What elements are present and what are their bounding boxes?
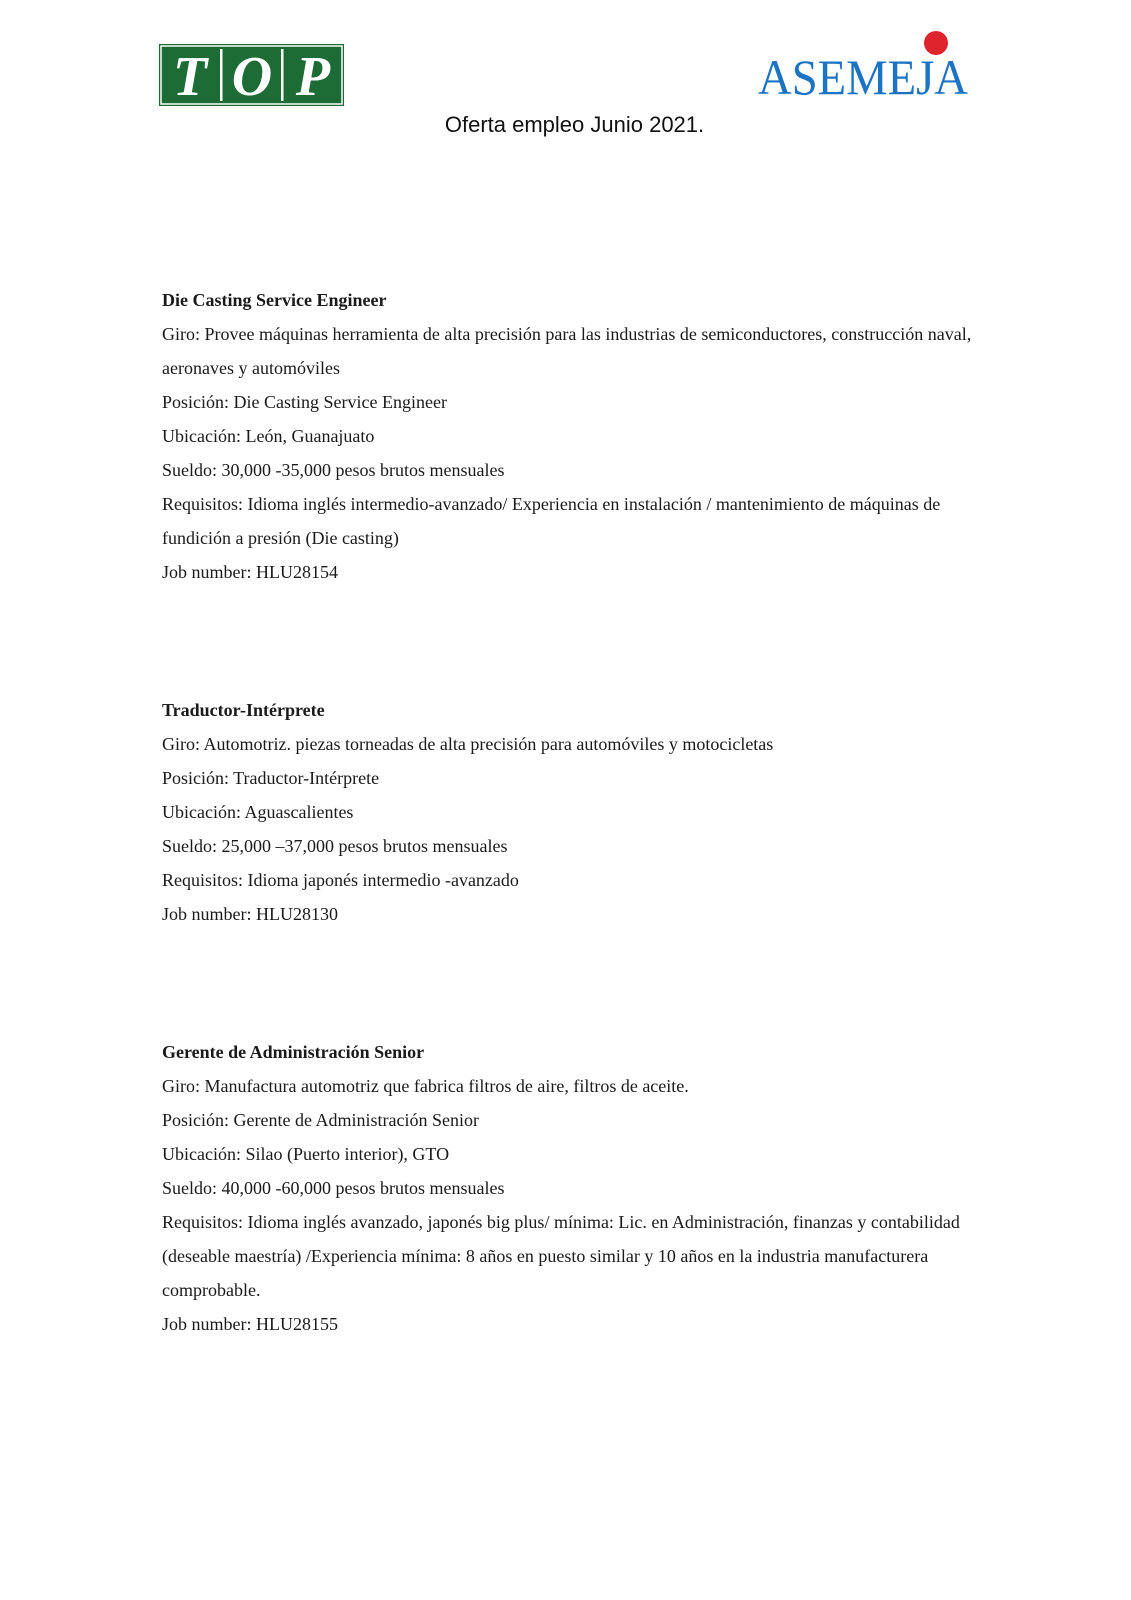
job-title: Gerente de Administración Senior <box>162 1042 425 1062</box>
job-title: Die Casting Service Engineer <box>162 290 387 310</box>
asemeja-logo-wordmark: ASEMEJA <box>758 49 968 105</box>
job-ubicacion: Ubicación: Silao (Puerto interior), GTO <box>162 1144 450 1164</box>
job-posicion: Posición: Gerente de Administración Senior <box>162 1110 479 1130</box>
job-offer-traductor <box>162 693 972 931</box>
job-sueldo: Sueldo: 40,000 -60,000 pesos brutos mensuales <box>162 1178 505 1198</box>
job-posicion: Posición: Traductor-Intérprete <box>162 768 380 788</box>
job-offer-die-casting <box>162 283 972 589</box>
job-ubicacion: Ubicación: Aguascalientes <box>162 802 354 822</box>
top-logo-letter-p: P <box>295 46 331 106</box>
job-giro: Giro: Automotriz. piezas torneadas de alta precisión para automóviles y motocicletas <box>162 734 774 754</box>
job-number: Job number: HLU28154 <box>162 562 338 582</box>
job-offer-gerente-administracion <box>162 1035 972 1341</box>
job-giro: Giro: Provee máquinas herramienta de alta precisión para las industrias de semiconductores, construcción naval, aeronaves y automóviles <box>162 324 972 378</box>
document-title: Oferta empleo Junio 2021. <box>444 112 705 137</box>
top-logo <box>159 44 344 106</box>
top-logo-letter-o: O <box>231 46 273 106</box>
top-logo-letter-t: T <box>172 46 208 106</box>
job-title: Traductor-Intérprete <box>162 700 325 720</box>
job-sueldo: Sueldo: 30,000 -35,000 pesos brutos mensuales <box>162 460 505 480</box>
job-ubicacion: Ubicación: León, Guanajuato <box>162 426 375 446</box>
job-requisitos: Requisitos: Idioma japonés intermedio -avanzado <box>162 870 519 890</box>
job-number: Job number: HLU28155 <box>162 1314 338 1334</box>
job-number: Job number: HLU28130 <box>162 904 338 924</box>
job-sueldo: Sueldo: 25,000 –37,000 pesos brutos mensuales <box>162 836 508 856</box>
asemeja-logo <box>758 30 970 110</box>
job-posicion: Posición: Die Casting Service Engineer <box>162 392 447 412</box>
job-requisitos: Requisitos: Idioma inglés intermedio-avanzado/ Experiencia en instalación / mantenimiento de máquinas de fundición a presión (Die casting) <box>162 494 941 548</box>
job-giro: Giro: Manufactura automotriz que fabrica filtros de aire, filtros de aceite. <box>162 1076 689 1096</box>
job-requisitos: Requisitos: Idioma inglés avanzado, japonés big plus/ mínima: Lic. en Administración, finanzas y contabilidad (deseable maestría) /Experiencia mínima: 8 años en puesto similar y 10 años en la industria manufacturera comprobable. <box>162 1212 960 1300</box>
